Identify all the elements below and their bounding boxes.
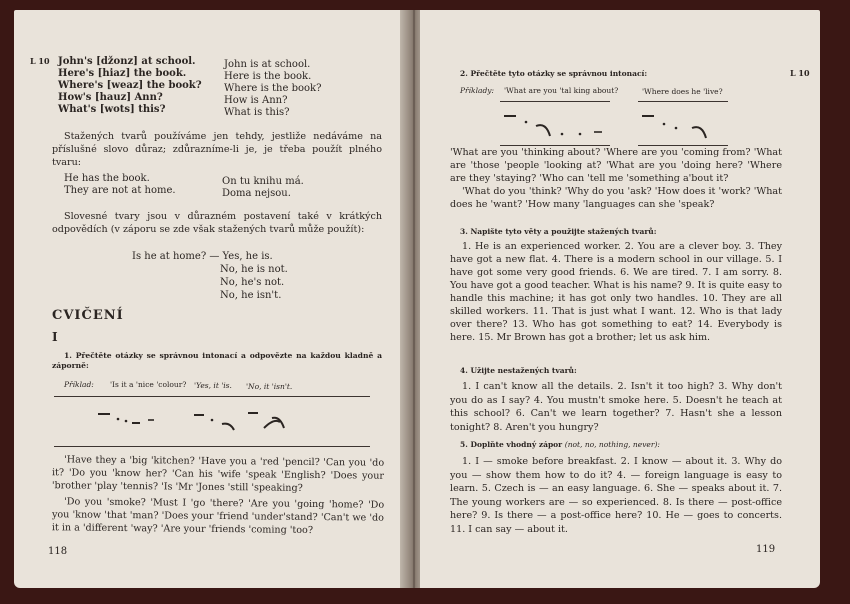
divider-line — [54, 446, 370, 447]
page-number: 119 — [756, 544, 776, 555]
left-page — [14, 10, 408, 588]
contraction-line: John's [džonz] at school. — [58, 56, 196, 67]
question-line: Is he at home? — Yes, he is. — [132, 251, 273, 262]
answer-line: No, he's not. — [220, 277, 285, 288]
divider-line — [500, 101, 610, 102]
explanation-paragraph: Stažených tvarů používáme jen tehdy, jestliže nedáváme na příslušné slovo důraz; zdůrazníme-li je, je třeba použít plného tvaru: — [52, 131, 382, 169]
task-instruction: 2. Přečtěte tyto otázky se správnou intonací: — [460, 69, 648, 78]
example-cs: Doma nejsou. — [222, 188, 291, 199]
intonation-diagram — [420, 106, 820, 146]
task-instruction: 3. Napište tyto věty a použijte stažených tvarů: — [460, 227, 657, 236]
exercise-roman: I — [52, 330, 58, 344]
exercise-paragraph: 1. I — smoke before breakfast. 2. I know — about it. 3. Why do you — show them how to do it? 4. — foreign language is easy to learn. 5. Czech is — an easy language. 6. She — speaks about it. 7. The young workers are — so experienced. 8. Is there — post-office here? 9. Is there — a post-office here? 10. He — goes to concerts. 11. I can say — about it. — [450, 456, 782, 535]
lesson-marker: L 10 — [790, 68, 810, 78]
exercise-paragraph: 1. He is an experienced worker. 2. You are a clever boy. 3. They have got a new flat. 4. There is a modern school in our village. 5. I have got some very good friends. 6. We are tired. 7. I am sorry. 8. You have got a good teacher. What is his name? 9. It is quite easy to handle this machine; it has got only two handles. 10. They are all skilled workers. 11. That is just what I want. 12. Who is that lady over there? 13. Who has got something to eat? 14. Everybody is here. 15. Mr Brown has got a brother; let us ask him. — [450, 241, 782, 343]
exercise-paragraph: 'What are you 'thinking about? 'Where are you 'coming from? 'What are 'those 'people 'looking at? 'What are you 'doing here? 'Where are they 'staying? 'Who can 'tell me 'something a'bout it? — [450, 147, 782, 185]
contraction-line: How's [hauz] Ann? — [58, 92, 163, 103]
full-form-line: John is at school. — [224, 59, 311, 70]
page-number: 118 — [48, 546, 68, 557]
example-cs: On tu knihu má. — [222, 176, 304, 187]
right-page — [420, 10, 820, 588]
full-form-line: Where is the book? — [224, 83, 322, 94]
task-hint: (not, no, nothing, never): — [564, 440, 660, 449]
task-instruction — [460, 439, 660, 451]
contraction-line: What's [wots] this? — [58, 104, 166, 115]
example-question: 'Is it a 'nice 'colour? — [110, 380, 187, 389]
example-en: He has the book. — [64, 173, 150, 184]
task-instruction: 1. Přečtěte otázky se správnou intonací a odpovězte na každou kladně a záporně: — [52, 351, 382, 370]
full-form-line: How is Ann? — [224, 95, 288, 106]
exercise-paragraph: 'Have they a 'big 'kitchen? 'Have you a 'red 'pencil? 'Can you 'do it? 'Do you 'know her? 'Can his 'wife 'speak 'English? 'Does your 'brother 'play 'tennis? 'Is 'Mr 'Jones 'still 'speaking? — [51, 454, 385, 495]
answer-line: No, he is not. — [220, 264, 288, 275]
exercise-paragraph: 'Do you 'smoke? 'Must I 'go 'there? 'Are you 'going 'home? 'Do you 'know 'that 'man? 'Does your 'friend 'under'stand? 'Can't we 'do it in a 'different 'way? 'Are your 'friends 'coming 'too? — [51, 496, 385, 537]
divider-line — [638, 101, 728, 102]
example-answer-no: 'No, it 'isn't. — [246, 382, 293, 391]
example-question: 'What are you 'tal king about? — [504, 86, 619, 95]
contraction-line: Where's [weaz] the book? — [58, 80, 202, 91]
full-form-line: What is this? — [224, 107, 290, 118]
example-label: Příklady: — [460, 86, 495, 95]
full-form-line: Here is the book. — [224, 71, 312, 82]
lesson-marker: L 10 — [30, 56, 50, 66]
intonation-diagram — [14, 400, 408, 450]
section-heading: CVIČENÍ — [52, 308, 124, 323]
contraction-line: Here's [hiaz] the book. — [58, 68, 187, 79]
task-title: 5. Doplňte vhodný zápor — [460, 440, 563, 449]
answer-line: No, he isn't. — [220, 290, 282, 301]
explanation-paragraph: Slovesné tvary jsou v důrazném postavení také v krátkých odpovědích (v záporu se zde však stažených tvarů může použít): — [52, 211, 382, 236]
task-instruction: 4. Užijte nestažených tvarů: — [460, 366, 577, 375]
example-en: They are not at home. — [64, 185, 176, 196]
example-label: Příklad: — [64, 380, 94, 389]
example-question: 'Where does he 'live? — [642, 87, 723, 96]
exercise-paragraph: 'What do you 'think? 'Why do you 'ask? 'How does it 'work? 'What does he 'want? 'How many 'languages can she 'speak? — [450, 186, 782, 211]
example-answer-yes: 'Yes, it 'is. — [194, 381, 232, 390]
exercise-paragraph: 1. I can't know all the details. 2. Isn't it too high? 3. Why don't you do as I say? 4. You mustn't smoke here. 5. Doesn't he teach at this school? 6. Can't we learn together? 7. Hasn't she a lesson tonight? 8. Aren't you hungry? — [450, 381, 782, 433]
divider-line — [54, 396, 370, 397]
